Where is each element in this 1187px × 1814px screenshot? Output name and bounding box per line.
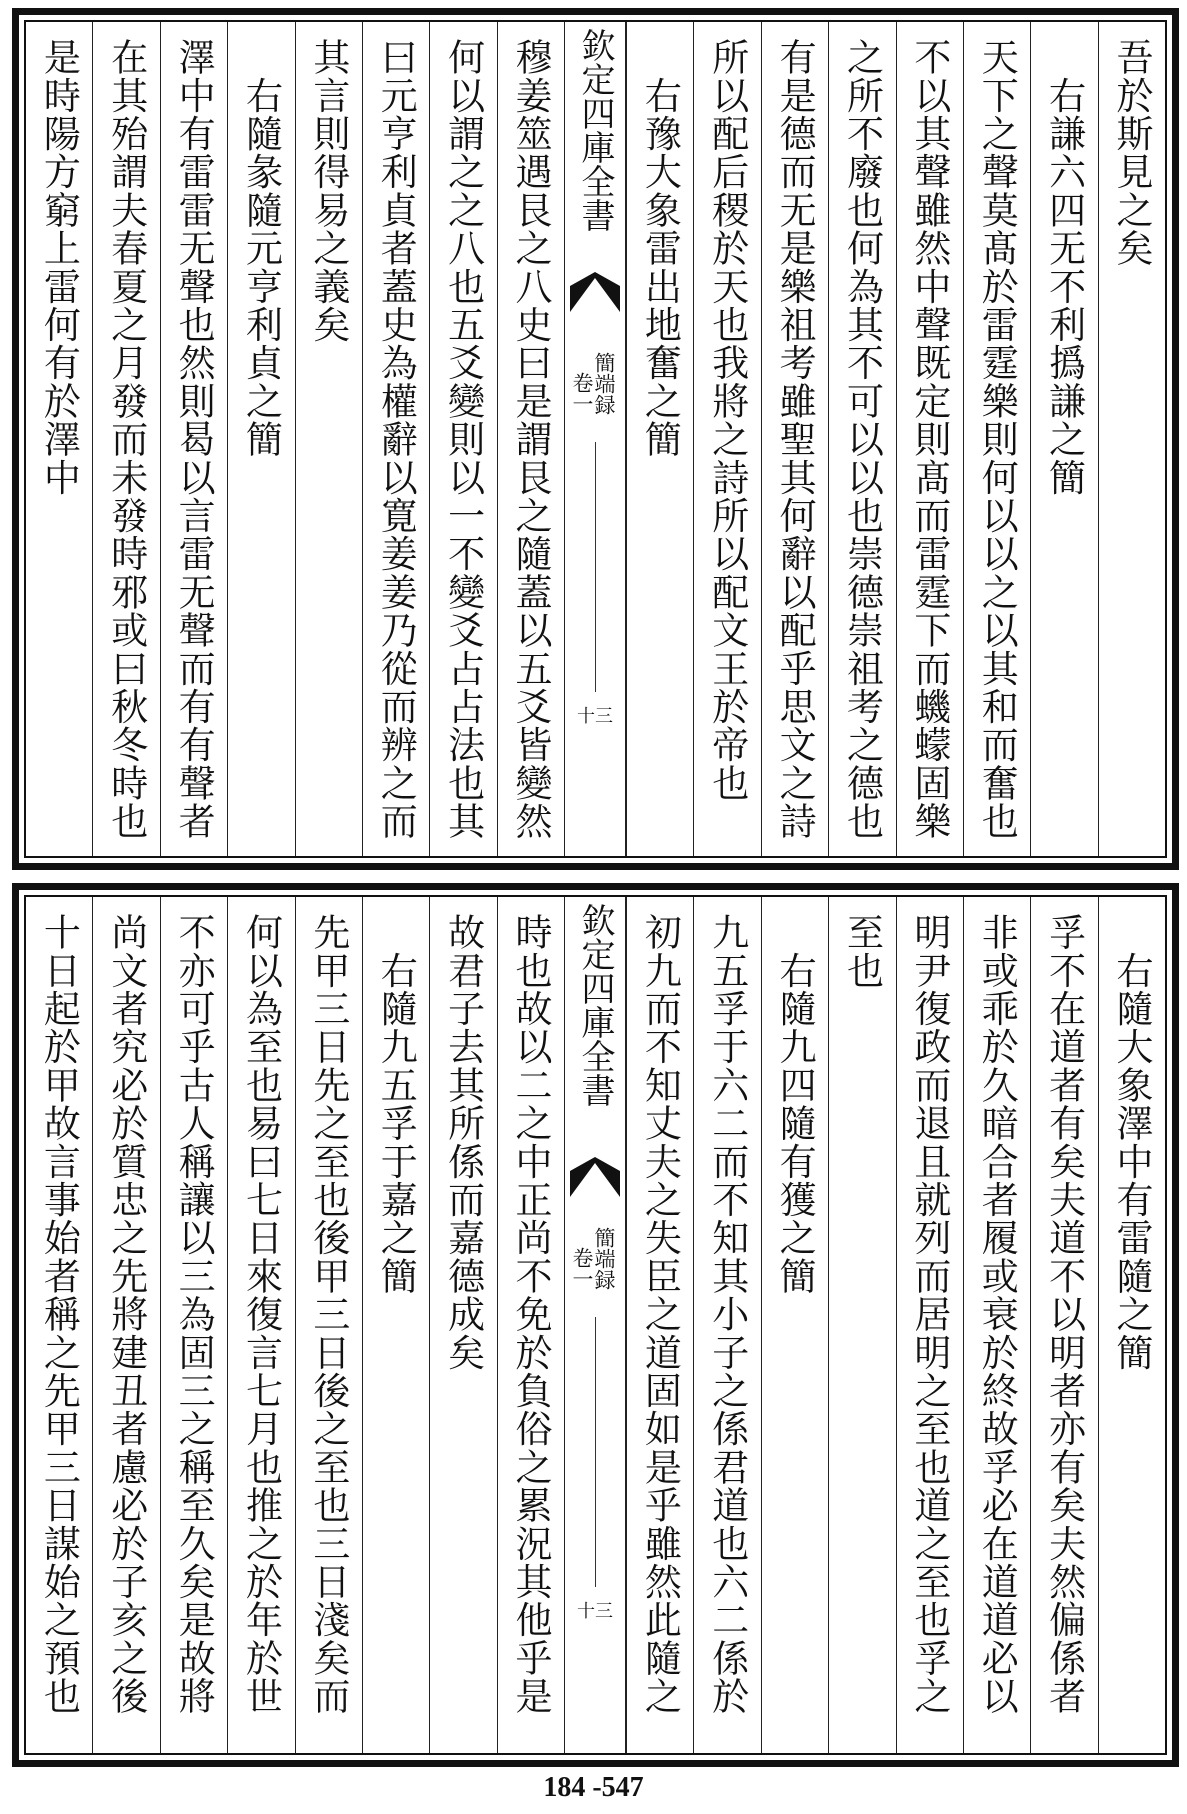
page-footer-number: 184 -547: [543, 1772, 644, 1803]
text-column: 右豫大象雷出地奮之簡: [626, 22, 693, 856]
spine-rule: [595, 1317, 596, 1587]
fish-tail-icon: [569, 272, 621, 312]
bottom-page-frame: [12, 883, 1179, 1767]
text-column: 至也: [828, 897, 895, 1753]
text-column: 吾於斯見之矣: [1098, 22, 1165, 856]
text-column: 何以為至也易曰七日來復言七月也推之於年於世: [227, 897, 294, 1753]
spine-page-number: 十三: [577, 1601, 613, 1622]
text-column: 之所不廢也何為其不可以以也崇德崇祖考之德也: [828, 22, 895, 856]
text-column: 右隨九五孚于嘉之簡: [362, 897, 429, 1753]
text-column: 初九而不知丈夫之失臣之道固如是乎雖然此隨之: [626, 897, 693, 1753]
text-column: 右隨大象澤中有雷隨之簡: [1098, 897, 1165, 1753]
text-column: 故君子去其所係而嘉德成矣: [429, 897, 496, 1753]
text-column: 何以謂之之八也五爻變則以一不變爻占占法也其: [429, 22, 496, 856]
text-column: 時也故以二之中正尚不免於負俗之累況其他乎是: [497, 897, 564, 1753]
text-column: 不以其聲雖然中聲既定則髙而雷霆下而蟣蠓固樂: [896, 22, 963, 856]
spine-book-title: 簡端録: [592, 352, 616, 415]
text-column: 在其殆謂夫春夏之月發而未發時邪或曰秋冬時也: [92, 22, 159, 856]
bottom-page-columns: [26, 897, 1165, 1753]
text-column: 不亦可乎古人稱讓以三為固三之稱至久矣是故將: [160, 897, 227, 1753]
center-spine: [564, 897, 626, 1753]
top-page-frame: [12, 8, 1179, 870]
fish-tail-icon: [569, 1157, 621, 1197]
text-column: 孚不在道者有矣夫道不以明者亦有矣夫然偏係者: [1030, 897, 1097, 1753]
text-column: 右隨彖隨元亨利貞之簡: [227, 22, 294, 856]
text-column: 有是德而无是樂祖考雖聖其何辭以配乎思文之詩: [761, 22, 828, 856]
spine-book-title: 簡端録: [592, 1227, 616, 1290]
text-column: 澤中有雷雷无聲也然則曷以言雷无聲而有有聲者: [160, 22, 227, 856]
center-spine: [564, 22, 626, 856]
text-column: 曰元亨利貞者蓋史為權辭以寛姜姜乃從而辨之而: [362, 22, 429, 856]
text-column: 非或乖於久暗合者履或衰於終故孚必在道道必以: [963, 897, 1030, 1753]
text-column: 右謙六四无不利撝謙之簡: [1030, 22, 1097, 856]
text-column: 是時陽方窮上雷何有於澤中: [37, 38, 81, 497]
top-page-columns: [26, 22, 1165, 856]
text-column: 明尹復政而退且就列而居明之至也道之至也孚之: [896, 897, 963, 1753]
spine-title: 欽定四庫全書: [575, 903, 615, 1107]
text-column: 尚文者究必於質忠之先將建丑者慮必於子亥之後: [92, 897, 159, 1753]
spine-page-number: 十三: [577, 706, 613, 727]
spine-title: 欽定四庫全書: [575, 28, 615, 232]
text-column: 九五孚于六二而不知其小子之係君道也六二係於: [693, 897, 760, 1753]
text-column: 十日起於甲故言事始者稱之先甲三日謀始之預也: [37, 913, 81, 1716]
spine-volume: 卷一: [570, 372, 594, 414]
text-column: 其言則得易之義矣: [295, 22, 362, 856]
text-column: 右隨九四隨有獲之簡: [761, 897, 828, 1753]
text-column: 穆姜筮遇艮之八史曰是謂艮之隨蓋以五爻皆變然: [497, 22, 564, 856]
text-column: 天下之聲莫髙於雷霆樂則何以以之以其和而奮也: [963, 22, 1030, 856]
spine-volume: 卷一: [570, 1247, 594, 1289]
text-column: 所以配后稷於天也我將之詩所以配文王於帝也: [693, 22, 760, 856]
spine-rule: [595, 442, 596, 692]
text-column: 先甲三日先之至也後甲三日後之至也三日淺矣而: [295, 897, 362, 1753]
